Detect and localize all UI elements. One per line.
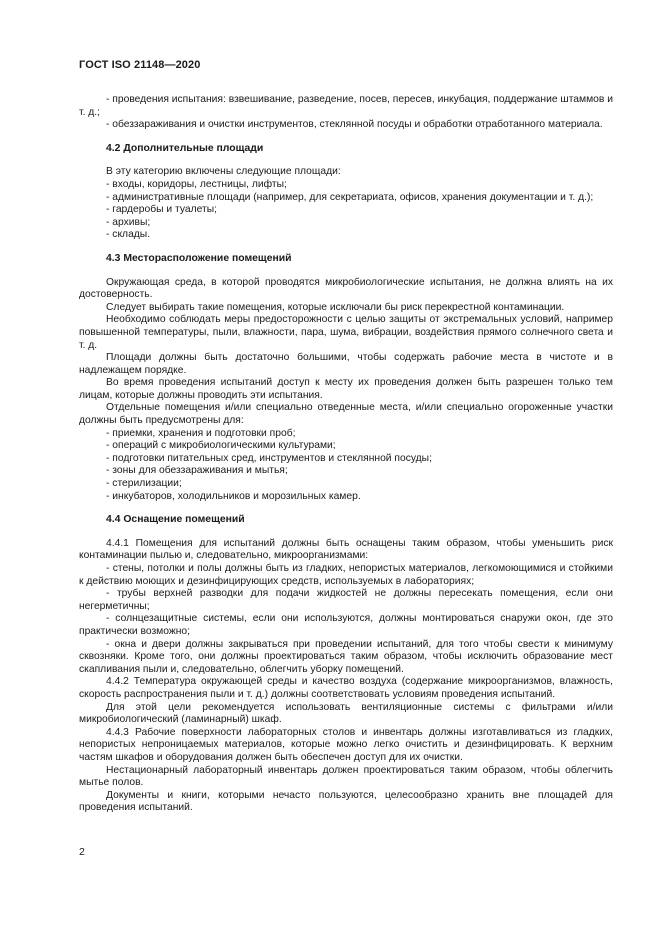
document-body	[79, 94, 613, 815]
intro-item: - обеззараживания и очистки инструментов, стеклянной посуды и обработки отработанного материала.	[106, 119, 603, 131]
section-4-2-line: - архивы;	[106, 216, 151, 228]
section-4-3-list-item: - приемки, хранения и подготовки проб;	[106, 427, 296, 439]
section-4-2-line: В эту категорию включены следующие площади:	[106, 166, 341, 178]
section-4-4-paragraph: 4.4.1 Помещения для испытаний должны быть оснащены таким образом, чтобы уменьшить риск контаминации пылью и, следовательно, микроорганизмами:	[79, 537, 613, 562]
section-4-4-paragraph: Документы и книги, которыми нечасто пользуются, целесообразно хранить вне площадей для проведения испытаний.	[79, 789, 613, 814]
section-4-2-line: - склады.	[106, 229, 151, 241]
section-4-3-list-item: - инкубаторов, холодильников и морозильных камер.	[106, 490, 361, 502]
section-4-3-paragraph: Во время проведения испытаний доступ к месту их проведения должен быть разрешен только тем лицам, которые должны проводить эти испытания.	[79, 377, 613, 401]
intro-item: - проведения испытания: взвешивание, разведение, посев, пересев, инкубация, поддержание штаммов и т. д.;	[79, 94, 613, 118]
section-4-3-heading: 4.3 Месторасположение помещений	[106, 252, 292, 264]
section-4-4-paragraph: 4.4.3 Рабочие поверхности лабораторных столов и инвентарь должны изготавливаться из гладких, непористых непроницаемых материалов, которые можно легко очистить и дезинфицировать. К верхним частям шкафов и оборудования должен быть обеспечен доступ для их очистки.	[79, 726, 613, 763]
section-4-2-line: - входы, коридоры, лестницы, лифты;	[106, 178, 287, 190]
section-4-3-paragraph: Окружающая среда, в которой проводятся микробиологические испытания, не должна влиять на их достоверность.	[79, 276, 613, 301]
section-4-3-paragraph: Отдельные помещения и/или специально отведенные места, и/или специально огороженные участки должны быть предусмотрены для:	[79, 402, 613, 427]
section-4-4-paragraph: 4.4.2 Температура окружающей среды и качество воздуха (содержание микроорганизмов, влажность, скорость распространения пыли и т. д.) должны соответствовать условиям проведения испытаний.	[79, 676, 613, 700]
section-4-4-paragraph: - трубы верхней разводки для подачи жидкостей не должны пересекать помещения, если они негерметичны;	[79, 588, 613, 612]
section-4-3-list-item: - операций с микробиологическими культурами;	[106, 440, 336, 452]
document-header: ГОСТ ISO 21148—2020	[79, 59, 201, 71]
section-4-3-list-item: - зоны для обеззараживания и мытья;	[106, 465, 288, 477]
section-4-3-paragraph: Следует выбирать такие помещения, которые исключали бы риск перекрестной контаминации.	[106, 301, 565, 313]
section-4-3-list-item: - стерилизации;	[106, 478, 182, 490]
section-4-2-line: - административные площади (например, для секретариата, офисов, хранения документации и т. д.);	[106, 191, 594, 203]
section-4-3-list-item: - подготовки питательных сред, инструментов и стеклянной посуды;	[106, 452, 432, 464]
section-4-2-line: - гардеробы и туалеты;	[106, 204, 217, 216]
section-4-4-paragraph: - стены, потолки и полы должны быть из гладких, непористых материалов, легкомоющимися и стойкими к действию моющих и дезинфицирующих средств, используемых в лабораториях;	[79, 563, 613, 587]
section-4-4-paragraph: Нестационарный лабораторный инвентарь должен проектироваться таким образом, чтобы облегчить мытье полов.	[79, 764, 613, 789]
section-4-3-paragraph: Площади должны быть достаточно большими, чтобы содержать рабочие места в чистоте и в надлежащем порядке.	[79, 352, 613, 376]
section-4-4-paragraph: - окна и двери должны закрываться при проведении испытаний, для того чтобы свести к минимуму сквозняки. Кроме того, они должны проектироваться таким образом, чтобы исключить образование мест скапливания пыли и, следовательно, облегчить уборку помещений.	[79, 638, 613, 675]
page-number: 2	[79, 846, 85, 858]
section-4-4-paragraph: Для этой цели рекомендуется использовать вентиляционные системы с фильтрами и/или микробиологический (ламинарный) шкаф.	[79, 701, 613, 726]
section-4-4-paragraph: - солнцезащитные системы, если они используются, должны монтироваться снаружи окон, где это практически возможно;	[79, 613, 613, 637]
section-4-3-paragraph: Необходимо соблюдать меры предосторожности с целью защиты от экстремальных условий, например повышенной температуры, пыли, влажности, пара, шума, вибрации, воздействия прямого солнечного света и т. д.	[79, 314, 613, 351]
section-4-4-heading: 4.4 Оснащение помещений	[106, 514, 245, 526]
section-4-2-heading: 4.2 Дополнительные площади	[106, 142, 264, 154]
